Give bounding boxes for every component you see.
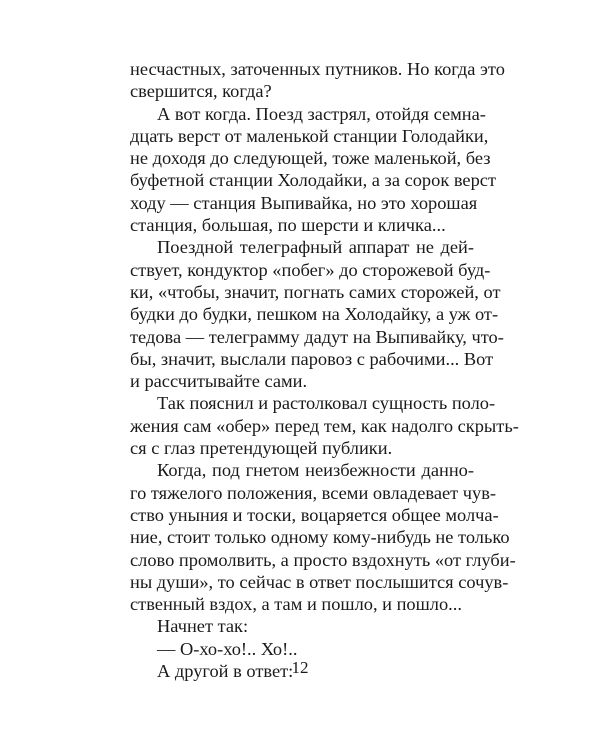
text-line: дцать верст от маленькой станции Голодайки,	[130, 125, 489, 146]
text-line: бы, значит, выслали паровоз с рабочими... Вот	[130, 348, 494, 369]
text-line: А вот когда. Поезд застрял, отойдя семна-	[157, 103, 486, 124]
text-line: свершится, когда?	[130, 81, 272, 102]
text-line: Когда, под гнетом неизбежности данно-	[157, 460, 474, 481]
text-line: ки, «чтобы, значит, погнать самих сторожей, от	[130, 281, 501, 302]
text-line: станция, большая, по шерсти и кличка...	[130, 215, 446, 236]
text-line: ственный вздох, а там и пошло, и пошло...	[130, 594, 462, 615]
text-line: А другой в ответ:	[157, 661, 294, 682]
text-line: ство уныния и тоски, воцаряется общее молча-	[130, 504, 499, 525]
text-line: ся с глаз претендующей публики.	[130, 438, 393, 459]
text-line: Поездной телеграфный аппарат не дей-	[157, 237, 474, 258]
page-number: 12	[291, 658, 309, 677]
text-line: ны души», то сейчас в ответ послышится сочув-	[130, 571, 509, 592]
book-page-text	[130, 58, 519, 682]
text-line: го тяжелого положения, всеми овладевает чув-	[130, 482, 497, 503]
text-line: и рассчитывайте сами.	[130, 371, 308, 392]
text-line: несчастных, заточенных путников. Но когда это	[130, 59, 505, 79]
text-line: будки до будки, пешком на Холодайку, а уж от-	[130, 304, 499, 325]
text-line: Так пояснил и растолковал сущность поло-	[157, 393, 496, 414]
text-line: ходу — станция Выпивайка, но это хорошая	[130, 192, 478, 213]
text-line: — О-хо-хо!.. Хо!..	[157, 638, 298, 659]
text-line: буфетной станции Холодайки, а за сорок верст	[130, 170, 496, 191]
text-line: ние, стоит только одному кому-нибудь не только	[130, 527, 510, 548]
text-line: Начнет так:	[157, 616, 249, 637]
text-line: тедова — телеграмму дадут на Выпивайку, что-	[130, 326, 504, 347]
text-line: слово промолвить, а просто вздохнуть «от глуби-	[130, 549, 516, 570]
text-line: ствует, кондуктор «побег» до сторожевой буд-	[130, 259, 491, 280]
text-line: жения сам «обер» перед тем, как надолго скрыть-	[130, 415, 519, 436]
text-line: не доходя до следующей, тоже маленькой, без	[130, 148, 491, 169]
